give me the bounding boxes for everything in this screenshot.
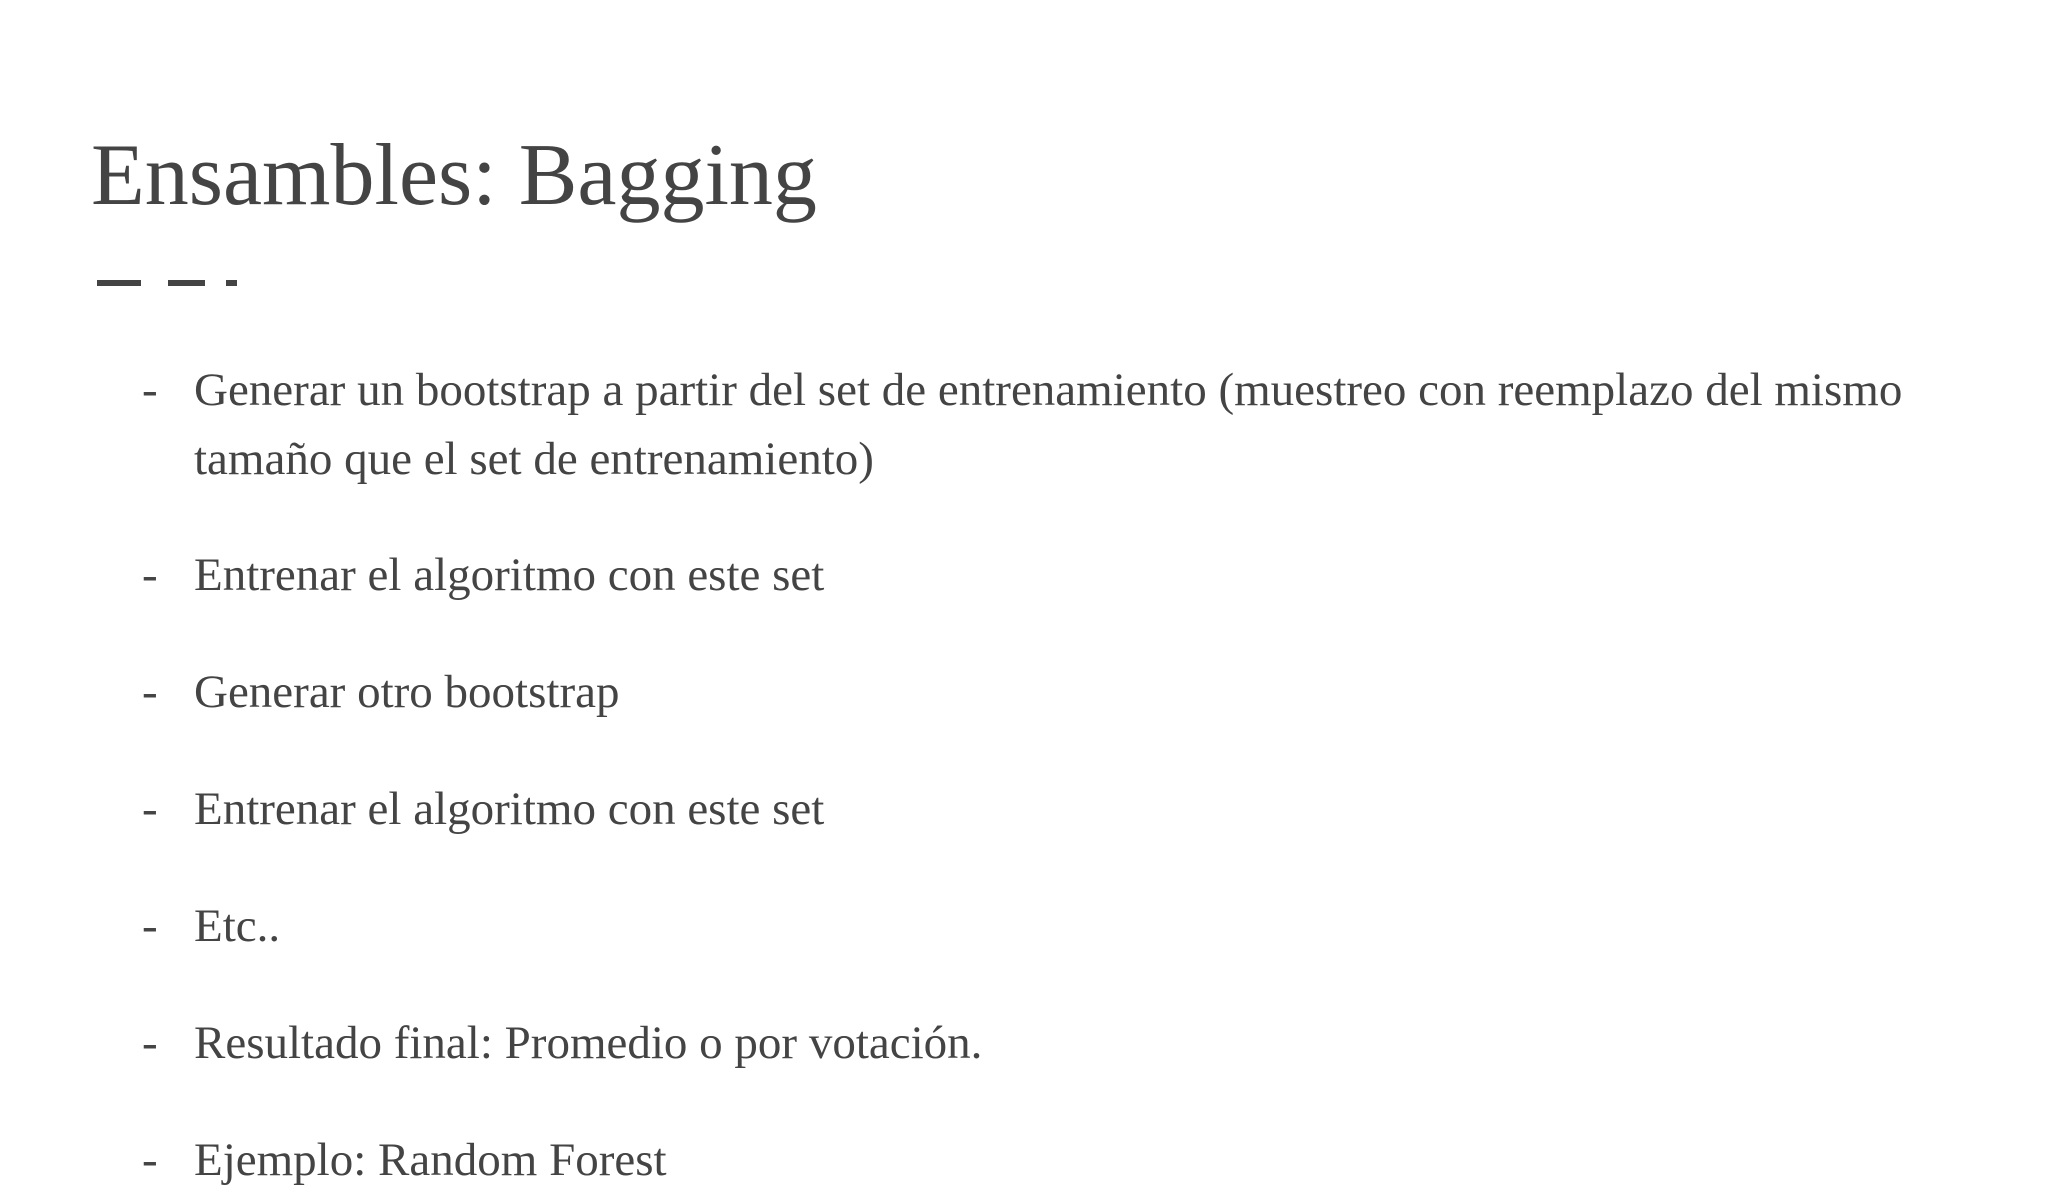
bullet-marker: - (142, 549, 158, 601)
bullet-text: Ejemplo: Random Forest (194, 1134, 667, 1186)
bullet-text: Etc.. (194, 900, 281, 952)
bullet-text: Resultado final: Promedio o por votación. (194, 1017, 983, 1069)
bullet-marker: - (142, 900, 158, 952)
bullet-text: Generar un bootstrap a partir del set de entrenamiento (muestreo con reemplazo del mismo tamaño que el set de entrenamiento) (194, 364, 1903, 485)
bullet-marker: - (142, 1134, 158, 1186)
bullet-text: Entrenar el algoritmo con este set (194, 783, 825, 835)
bullet-text: Generar otro bootstrap (194, 666, 620, 718)
bullet-marker: - (142, 364, 158, 416)
slide-title: Ensambles: Bagging (91, 127, 817, 224)
bullet-marker: - (142, 666, 158, 718)
bullet-marker: - (142, 783, 158, 835)
bullet-text: Entrenar el algoritmo con este set (194, 549, 825, 601)
bullet-marker: - (142, 1017, 158, 1069)
